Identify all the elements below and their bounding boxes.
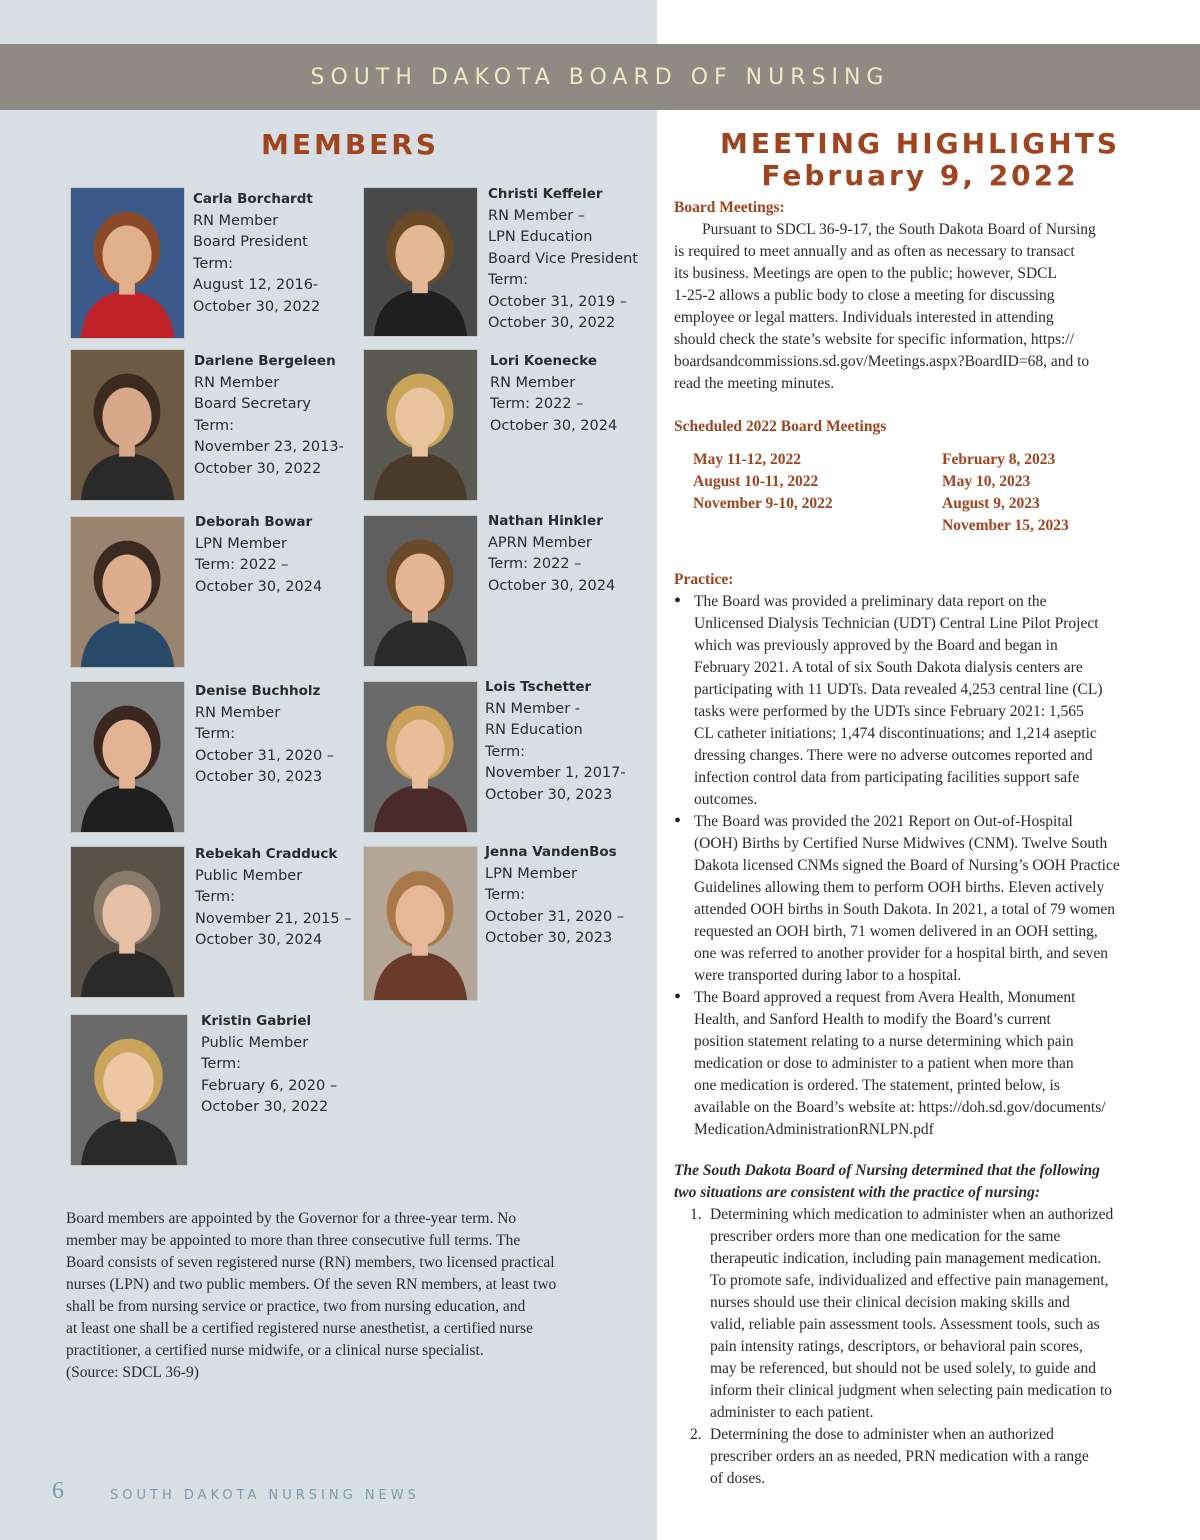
paragraph-line: is required to meet annually and as often as necessary to transact: [674, 243, 1075, 260]
paragraph-line: employee or legal matters. Individuals interested in attending: [674, 309, 1054, 326]
masthead-title: SOUTH DAKOTA BOARD OF NURSING: [310, 64, 890, 90]
member-info: [201, 1011, 337, 1119]
paragraph-line: nurses (LPN) and two public members. Of the seven RN members, at least two: [66, 1276, 557, 1293]
member-detail: Public Member: [201, 1034, 309, 1051]
member-detail: October 30, 2024: [195, 932, 323, 948]
bullet-line: attended OOH births in South Dakota. In 2021, a total of 79 women: [694, 901, 1116, 918]
bullet-line: • The Board was provided a preliminary data report on the: [694, 593, 1047, 610]
member-detail: Term: 2022 –: [195, 557, 289, 573]
practice-section: [674, 569, 1164, 1141]
item-line: pain intensity ratings, descriptors, or behavioral pain scores,: [710, 1338, 1083, 1355]
member-detail: October 31, 2019 –: [488, 293, 628, 310]
bullet-line: infection control data from participating facilities support safe: [694, 769, 1080, 786]
meeting-date: August 9, 2023: [942, 495, 1040, 512]
paragraph-line: shall be from nursing service or practice, two from nursing education, and: [66, 1298, 526, 1315]
meeting-date: November 9-10, 2022: [693, 495, 833, 512]
member-name: Deborah Bowar: [195, 514, 313, 530]
meeting-date: November 15, 2023: [942, 517, 1069, 534]
item-line: prescriber orders more than one medication for the same: [710, 1228, 1061, 1245]
bullet-line: Dakota licensed CNMs signed the Board of Nursing’s OOH Practice: [694, 857, 1120, 874]
bullet-line: were transported during labor to a hospital.: [694, 967, 962, 984]
item-line: Determining which medication to administer when an authorized: [710, 1206, 1114, 1223]
member-detail: October 30, 2022: [194, 460, 322, 477]
bullet-line: participating with 11 UDTs. Data revealed 4,253 central line (CL): [694, 681, 1103, 698]
member-name: Lois Tschetter: [485, 679, 592, 695]
member-photo: [70, 349, 185, 501]
bullet-line: Guidelines allowing them to perform OOH births. Eleven actively: [694, 879, 1105, 896]
determination-intro-line: The South Dakota Board of Nursing determined that the following: [674, 1162, 1100, 1179]
member-detail: LPN Member: [195, 535, 287, 552]
member-detail: Term: 2022 –: [488, 556, 582, 572]
item-number: 1.: [690, 1206, 702, 1223]
members-title: MEMBERS: [260, 128, 440, 161]
paragraph-line: Board consists of seven registered nurse (RN) members, two licensed practical: [66, 1254, 555, 1271]
member-detail: RN Education: [485, 722, 583, 738]
member-name: Jenna VandenBos: [485, 844, 617, 860]
practice-bullet-list: [674, 591, 1164, 1141]
member-info: [193, 189, 320, 318]
bullet-line: tasks were performed by the UDTs since February 2021: 1,565: [694, 703, 1084, 720]
member-photo: [363, 515, 478, 667]
highlights-date: February 9, 2022: [761, 159, 1079, 192]
member-detail: APRN Member: [488, 534, 592, 551]
member-photo: [363, 681, 478, 833]
member-name: Kristin Gabriel: [201, 1013, 312, 1029]
member-detail: RN Member: [490, 374, 576, 391]
bullet-line: requested an OOH birth, 71 women delivered in an OOH setting,: [694, 923, 1098, 940]
item-line: Determining the dose to administer when an authorized: [710, 1426, 1054, 1443]
member-detail: October 30, 2022: [193, 298, 321, 315]
bullet-line: • The Board approved a request from Avera Health, Monument: [694, 989, 1076, 1006]
page-number: 6: [52, 1478, 64, 1504]
determination-intro-line: two situations are consistent with the practice of nursing:: [674, 1184, 1041, 1201]
member-detail: October 30, 2023: [485, 786, 613, 803]
paragraph-line: member may be appointed to more than three consecutive full terms. The: [66, 1232, 521, 1249]
bullet-line: position statement relating to a nurse determining which pain: [694, 1033, 1074, 1050]
practice-bullet: [674, 987, 1164, 1141]
member-name: Denise Buchholz: [195, 683, 321, 699]
board-meetings-heading: Board Meetings:: [674, 199, 785, 216]
member-detail: Public Member: [195, 867, 303, 884]
member-info: [490, 351, 617, 437]
masthead-banner: [0, 44, 1200, 110]
member-detail: November 23, 2013-: [194, 439, 344, 455]
member-name: Christi Keffeler: [488, 186, 603, 202]
member-name: Carla Borchardt: [193, 191, 313, 207]
paragraph-line: (Source: SDCL 36-9): [66, 1364, 199, 1381]
member-info: [195, 681, 334, 789]
member-detail: October 31, 2020 –: [195, 747, 335, 764]
member-info: [195, 512, 322, 598]
publication-name: SOUTH DAKOTA NURSING NEWS: [110, 1488, 420, 1503]
member-detail: Term:: [488, 272, 529, 288]
practice-heading: Practice:: [674, 571, 734, 588]
member-photo: [363, 846, 478, 1001]
member-detail: October 30, 2023: [485, 930, 613, 946]
member-detail: November 1, 2017-: [485, 765, 626, 781]
bullet-line: Unlicensed Dialysis Technician (UDT) Central Line Pilot Project: [694, 615, 1099, 632]
meeting-date: May 11-12, 2022: [693, 451, 802, 468]
item-line: nurses should use their clinical decision making skills and: [710, 1294, 1070, 1311]
member-info: [485, 677, 626, 806]
item-line: prescriber orders an as needed, PRN medication with a range: [710, 1448, 1089, 1465]
paragraph-line: practitioner, a certified nurse midwife, or a clinical nurse specialist.: [66, 1342, 484, 1359]
scheduled-meetings-heading: Scheduled 2022 Board Meetings: [674, 418, 887, 435]
member-detail: Term: 2022 –: [490, 396, 584, 412]
determination-section: [674, 1160, 1164, 1490]
member-detail: RN Member -: [485, 700, 581, 717]
member-detail: Term:: [194, 417, 235, 434]
member-detail: LPN Member: [485, 865, 577, 882]
member-photo: [70, 846, 185, 998]
board-meetings-section: [674, 197, 1164, 395]
bullet-line: which was previously approved by the Board and began in: [694, 637, 1058, 654]
member-name: Darlene Bergeleen: [194, 353, 336, 369]
paragraph-line: boardsandcommissions.sd.gov/Meetings.aspx?BoardID=68, and to: [674, 353, 1090, 370]
determination-item: [674, 1204, 1164, 1424]
item-line: of doses.: [710, 1470, 766, 1487]
bullet-line: one was referred to another provider for a hospital birth, and seven: [694, 945, 1109, 962]
member-detail: RN Member: [194, 374, 280, 391]
highlights-title: MEETING HIGHLIGHTS: [719, 127, 1120, 160]
member-photo: [70, 681, 185, 833]
meeting-dates-2023: [942, 449, 1069, 537]
bullet-line: • The Board was provided the 2021 Report on Out-of-Hospital: [694, 813, 1073, 830]
member-info: [488, 184, 638, 335]
board-composition-paragraph: [66, 1208, 641, 1384]
determination-item: [674, 1424, 1164, 1490]
meeting-date: February 8, 2023: [942, 451, 1056, 468]
member-detail: Term:: [485, 887, 526, 903]
determination-list: [674, 1204, 1164, 1490]
bullet-line: dressing changes. There were no adverse outcomes reported and: [694, 747, 1093, 764]
bullet-line: February 2021. A total of six South Dakota dialysis centers are: [694, 659, 1083, 676]
paragraph-line: Pursuant to SDCL 36-9-17, the South Dakota Board of Nursing: [702, 221, 1096, 238]
member-detail: August 12, 2016-: [193, 277, 319, 293]
member-detail: October 30, 2022: [488, 315, 616, 331]
member-name: Nathan Hinkler: [488, 513, 603, 529]
member-detail: Board President: [193, 234, 308, 250]
member-info: [194, 351, 344, 480]
bullet-line: medication or dose to administer to a patient when more than: [694, 1055, 1074, 1072]
item-line: valid, reliable pain assessment tools. Assessment tools, such as: [710, 1316, 1100, 1333]
meeting-dates-2022: [693, 449, 833, 515]
bullet-line: available on the Board’s website at: https://doh.sd.gov/documents/: [694, 1099, 1106, 1116]
member-photo: [70, 516, 185, 668]
bullet-line: MedicationAdministrationRNLPN.pdf: [694, 1121, 934, 1138]
member-info: [195, 844, 351, 952]
paragraph-line: should check the state’s website for specific information, https://: [674, 331, 1074, 348]
paragraph-line: Board members are appointed by the Governor for a three-year term. No: [66, 1210, 517, 1227]
item-number: 2.: [690, 1426, 702, 1443]
member-detail: LPN Education: [488, 229, 593, 245]
member-detail: October 30, 2024: [488, 577, 616, 594]
item-line: inform their clinical judgment when selecting pain medication to: [710, 1382, 1113, 1399]
member-info: [485, 842, 624, 950]
bullet-line: Health, and Sanford Health to modify the Board’s current: [694, 1011, 1051, 1028]
member-photo: [70, 187, 185, 339]
item-line: may be referenced, but should not be used solely, to guide and: [710, 1360, 1096, 1377]
practice-bullet: [674, 591, 1164, 811]
member-detail: Term:: [485, 743, 526, 760]
member-detail: Term:: [195, 726, 236, 742]
bullet-line: outcomes.: [694, 791, 758, 808]
item-line: administer to each patient.: [710, 1404, 874, 1421]
member-detail: Term:: [193, 255, 234, 272]
item-line: therapeutic indication, including pain management medication.: [710, 1250, 1102, 1267]
member-detail: October 30, 2022: [201, 1099, 329, 1115]
member-info: [488, 511, 615, 597]
member-detail: February 6, 2020 –: [201, 1077, 338, 1094]
practice-bullet: [674, 811, 1164, 987]
member-detail: Term:: [201, 1056, 242, 1072]
paragraph-line: at least one shall be a certified registered nurse anesthetist, a certified nurse: [66, 1320, 533, 1337]
member-detail: October 30, 2024: [195, 578, 323, 595]
member-name: Rebekah Cradduck: [195, 846, 338, 862]
item-line: To promote safe, individualized and effective pain management,: [710, 1272, 1109, 1289]
member-photo: [363, 187, 478, 337]
member-detail: Term:: [195, 889, 236, 905]
member-detail: RN Member: [195, 704, 281, 721]
member-photo: [363, 349, 478, 501]
bullet-line: (OOH) Births by Certified Nurse Midwives (CNM). Twelve South: [694, 835, 1108, 852]
bullet-line: one medication is ordered. The statement, printed below, is: [694, 1077, 1060, 1094]
member-detail: Board Secretary: [194, 396, 311, 412]
member-detail: October 30, 2023: [195, 769, 323, 785]
member-detail: Board Vice President: [488, 250, 638, 267]
member-detail: RN Member –: [488, 207, 586, 224]
meeting-date: May 10, 2023: [942, 473, 1031, 490]
member-detail: November 21, 2015 –: [195, 910, 352, 927]
member-detail: RN Member: [193, 212, 279, 229]
paragraph-line: 1-25-2 allows a public body to close a meeting for discussing: [674, 287, 1055, 304]
member-name: Lori Koenecke: [490, 353, 598, 369]
paragraph-line: its business. Meetings are open to the public; however, SDCL: [674, 265, 1057, 282]
member-photo: [70, 1014, 188, 1166]
member-detail: October 30, 2024: [490, 417, 618, 434]
member-detail: October 31, 2020 –: [485, 908, 625, 925]
meeting-date: August 10-11, 2022: [693, 473, 819, 490]
paragraph-line: read the meeting minutes.: [674, 375, 835, 392]
bullet-line: CL catheter initiations; 1,474 discontinuations; and 1,214 aseptic: [694, 725, 1097, 742]
